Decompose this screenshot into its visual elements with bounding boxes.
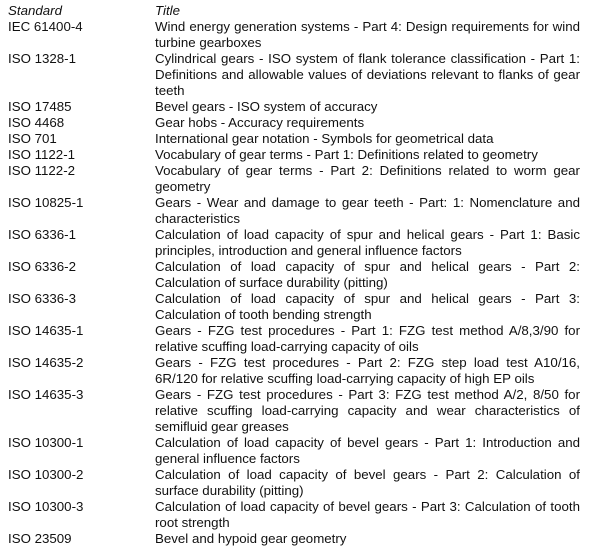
standard-code: ISO 10825-1 <box>8 195 84 210</box>
standard-title: Bevel and hypoid gear geometry <box>155 531 347 546</box>
table-row <box>8 531 580 547</box>
standard-code: ISO 10300-2 <box>8 467 84 482</box>
table-row <box>8 163 580 195</box>
standard-code: ISO 6336-3 <box>8 291 77 306</box>
table-row <box>8 387 580 435</box>
standard-title: Calculation of load capacity of spur and helical gears - Part 1: Basic principles, introduction and general influence factors <box>155 227 580 258</box>
standard-code: ISO 1122-1 <box>8 147 76 162</box>
standard-title: Gears - FZG test procedures - Part 2: FZG step load test A10/16, 6R/120 for relative scuffing load-carrying capacity of high EP oils <box>155 355 580 386</box>
standard-code: ISO 6336-2 <box>8 259 77 274</box>
table-row <box>8 131 580 147</box>
standard-title: Vocabulary of gear terms - Part 2: Definitions related to worm gear geometry <box>155 163 580 194</box>
standard-title: Calculation of load capacity of bevel gears - Part 2: Calculation of surface durability (pitting) <box>155 467 580 498</box>
table-row <box>8 259 580 291</box>
standard-title: International gear notation - Symbols for geometrical data <box>155 131 494 146</box>
standard-code: ISO 14635-2 <box>8 355 84 370</box>
standard-title: Gears - Wear and damage to gear teeth - Part: 1: Nomenclature and characteristics <box>155 195 580 226</box>
standard-title: Wind energy generation systems - Part 4: Design requirements for wind turbine gearboxes <box>155 19 580 50</box>
table-row <box>8 291 580 323</box>
standard-title: Vocabulary of gear terms - Part 1: Definitions related to geometry <box>155 147 538 162</box>
table-row <box>8 499 580 531</box>
standard-code: ISO 1328-1 <box>8 51 77 66</box>
table-row <box>8 51 580 99</box>
standard-code: ISO 1122-2 <box>8 163 76 178</box>
standard-code: ISO 4468 <box>8 115 65 130</box>
table-row <box>8 99 580 115</box>
standard-code: ISO 14635-1 <box>8 323 84 338</box>
standard-code: ISO 14635-3 <box>8 387 84 402</box>
table-row <box>8 323 580 355</box>
table-body <box>8 19 580 547</box>
standard-code: ISO 701 <box>8 131 57 146</box>
table-row <box>8 195 580 227</box>
standard-code: ISO 23509 <box>8 531 72 546</box>
table-row <box>8 467 580 499</box>
standard-code: IEC 61400-4 <box>8 19 83 34</box>
standard-title: Bevel gears - ISO system of accuracy <box>155 99 378 114</box>
header-title: Title <box>155 3 181 18</box>
table-row <box>8 19 580 51</box>
standard-code: ISO 10300-3 <box>8 499 84 514</box>
standard-title: Calculation of load capacity of bevel gears - Part 1: Introduction and general influence factors <box>155 435 580 466</box>
standard-code: ISO 17485 <box>8 99 72 114</box>
table-row <box>8 147 580 163</box>
table-row <box>8 227 580 259</box>
standard-code: ISO 6336-1 <box>8 227 77 242</box>
standard-title: Gear hobs - Accuracy requirements <box>155 115 365 130</box>
standard-title: Cylindrical gears - ISO system of flank tolerance classification - Part 1: Definitions and allowable values of deviations relevant to flanks of gear teeth <box>155 51 580 98</box>
table-row <box>8 355 580 387</box>
standard-title: Calculation of load capacity of bevel gears - Part 3: Calculation of tooth root strength <box>155 499 580 530</box>
standard-title: Calculation of load capacity of spur and helical gears - Part 3: Calculation of tooth bending strength <box>155 291 580 322</box>
table-header <box>8 3 580 19</box>
table-row <box>8 435 580 467</box>
standard-title: Calculation of load capacity of spur and helical gears - Part 2: Calculation of surface durability (pitting) <box>155 259 580 290</box>
table-row <box>8 115 580 131</box>
standards-table <box>8 3 580 547</box>
standard-title: Gears - FZG test procedures - Part 1: FZG test method A/8,3/90 for relative scuffing load-carrying capacity of oils <box>155 323 580 354</box>
header-standard: Standard <box>8 3 62 18</box>
standard-title: Gears - FZG test procedures - Part 3: FZG test method A/2, 8/50 for relative scuffing load-carrying capacity and wear characteristics of semifluid gear greases <box>155 387 580 434</box>
standard-code: ISO 10300-1 <box>8 435 84 450</box>
